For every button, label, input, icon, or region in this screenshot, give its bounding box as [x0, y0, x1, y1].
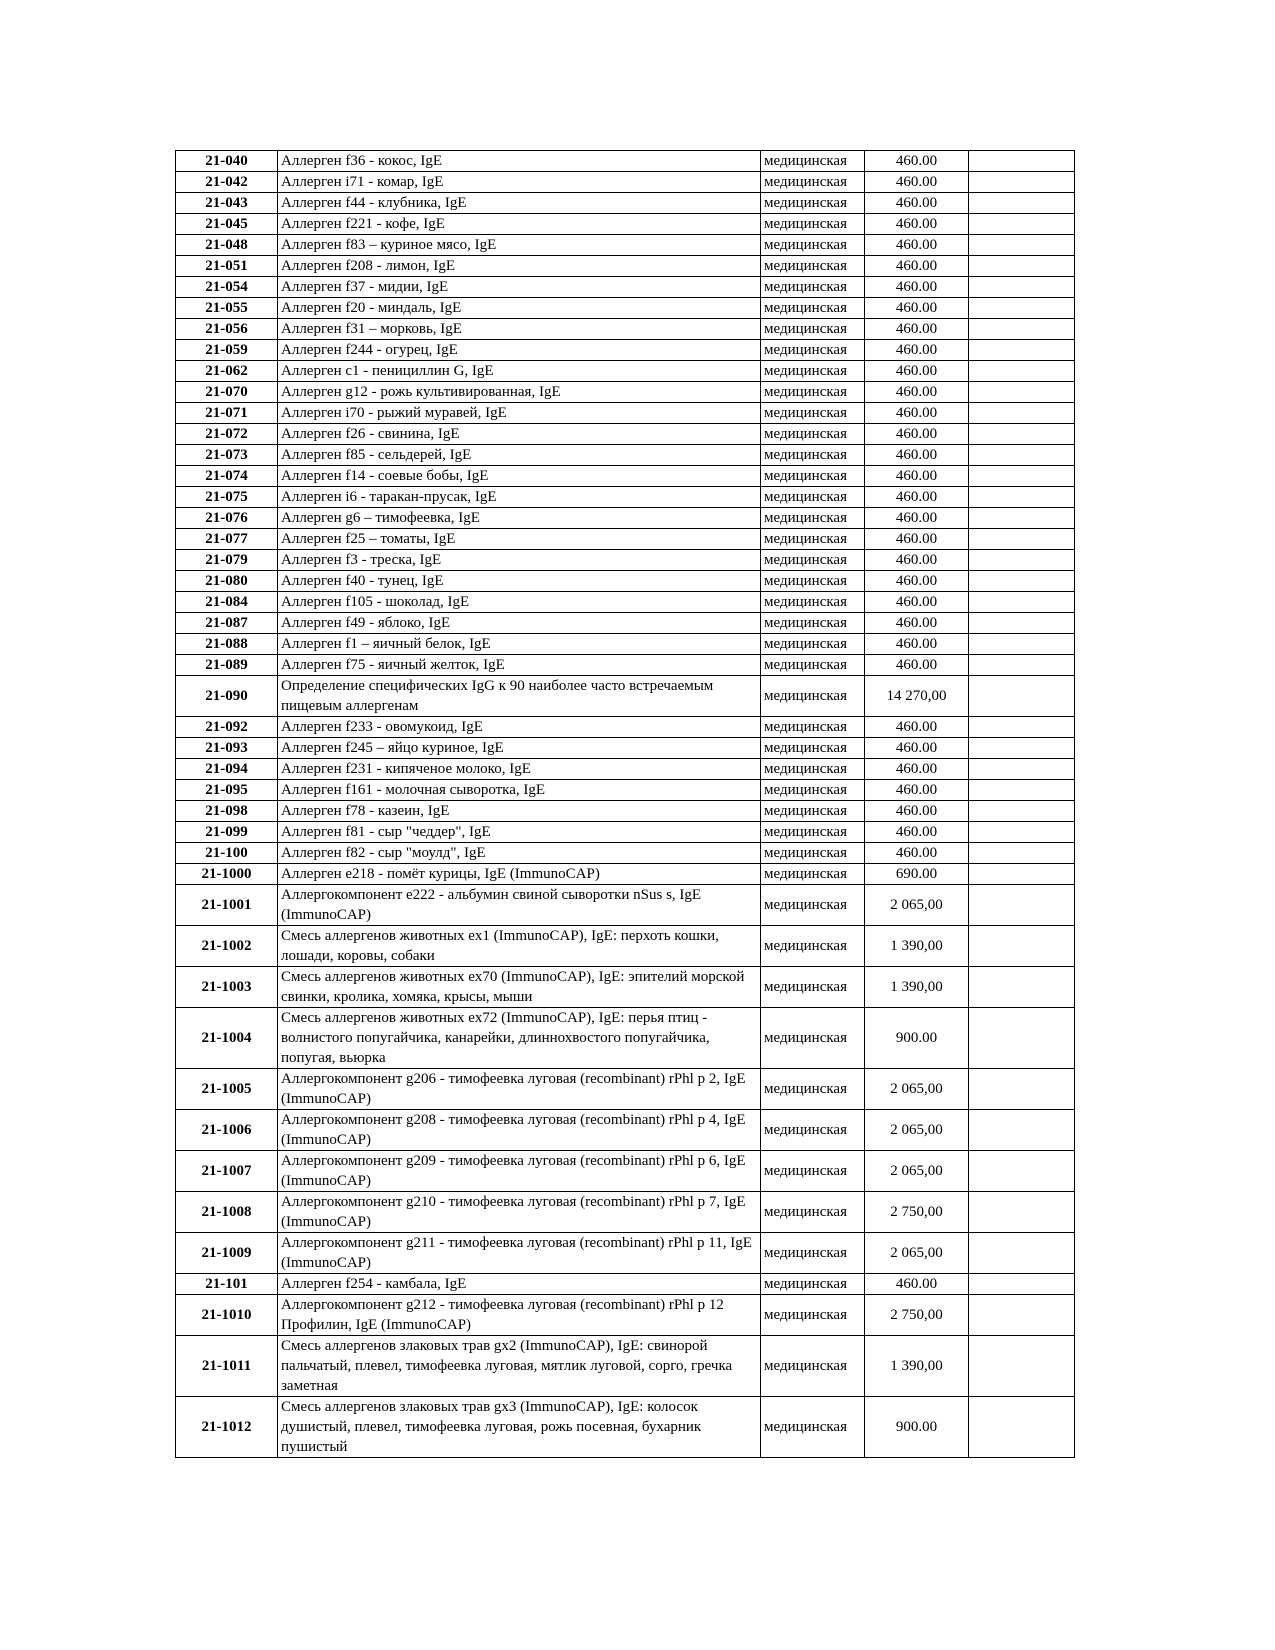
cell-empty	[969, 967, 1075, 1008]
cell-code: 21-1001	[176, 885, 278, 926]
cell-empty	[969, 529, 1075, 550]
cell-type: медицинская	[761, 864, 865, 885]
cell-price: 460.00	[865, 445, 969, 466]
cell-name: Аллерген i70 - рыжий муравей, IgE	[278, 403, 761, 424]
cell-code: 21-054	[176, 277, 278, 298]
cell-price: 460.00	[865, 592, 969, 613]
cell-price: 460.00	[865, 487, 969, 508]
cell-code: 21-1007	[176, 1151, 278, 1192]
table-row	[176, 1069, 1075, 1110]
cell-name: Аллерген f233 - овомукоид, IgE	[278, 717, 761, 738]
cell-price: 460.00	[865, 319, 969, 340]
table-row	[176, 1192, 1075, 1233]
cell-type: медицинская	[761, 214, 865, 235]
cell-name: Смесь аллергенов злаковых трав gx3 (ImmunoCAP), IgE: колосок душистый, плевел, тимофеевка луговая, рожь посевная, бухарник пушистый	[278, 1397, 761, 1458]
cell-price: 460.00	[865, 634, 969, 655]
cell-empty	[969, 214, 1075, 235]
cell-name: Аллерген f36 - кокос, IgE	[278, 151, 761, 172]
cell-price: 460.00	[865, 529, 969, 550]
cell-price: 460.00	[865, 843, 969, 864]
table-row	[176, 277, 1075, 298]
cell-empty	[969, 193, 1075, 214]
cell-empty	[969, 487, 1075, 508]
cell-code: 21-1012	[176, 1397, 278, 1458]
cell-name: Аллерген f20 - миндаль, IgE	[278, 298, 761, 319]
cell-empty	[969, 340, 1075, 361]
cell-empty	[969, 759, 1075, 780]
table-row	[176, 298, 1075, 319]
cell-type: медицинская	[761, 655, 865, 676]
cell-code: 21-098	[176, 801, 278, 822]
table-row	[176, 822, 1075, 843]
cell-empty	[969, 717, 1075, 738]
table-row	[176, 382, 1075, 403]
cell-empty	[969, 1008, 1075, 1069]
table-row	[176, 256, 1075, 277]
table-row	[176, 172, 1075, 193]
table-row	[176, 885, 1075, 926]
cell-code: 21-087	[176, 613, 278, 634]
cell-price: 460.00	[865, 655, 969, 676]
cell-type: медицинская	[761, 466, 865, 487]
cell-type: медицинская	[761, 298, 865, 319]
cell-type: медицинская	[761, 340, 865, 361]
cell-empty	[969, 780, 1075, 801]
cell-price: 460.00	[865, 759, 969, 780]
cell-code: 21-084	[176, 592, 278, 613]
cell-code: 21-1005	[176, 1069, 278, 1110]
cell-price: 460.00	[865, 717, 969, 738]
cell-empty	[969, 151, 1075, 172]
cell-code: 21-074	[176, 466, 278, 487]
cell-type: медицинская	[761, 550, 865, 571]
table-row	[176, 1110, 1075, 1151]
cell-name: Аллерген f221 - кофе, IgE	[278, 214, 761, 235]
cell-type: медицинская	[761, 1008, 865, 1069]
table-row	[176, 780, 1075, 801]
table-row	[176, 1274, 1075, 1295]
cell-type: медицинская	[761, 1336, 865, 1397]
cell-type: медицинская	[761, 487, 865, 508]
cell-price: 460.00	[865, 822, 969, 843]
cell-type: медицинская	[761, 529, 865, 550]
cell-empty	[969, 864, 1075, 885]
table-row	[176, 1336, 1075, 1397]
cell-empty	[969, 172, 1075, 193]
cell-empty	[969, 885, 1075, 926]
table-row	[176, 843, 1075, 864]
cell-empty	[969, 592, 1075, 613]
cell-empty	[969, 424, 1075, 445]
table-row	[176, 592, 1075, 613]
cell-code: 21-076	[176, 508, 278, 529]
table-row	[176, 1151, 1075, 1192]
table-row	[176, 529, 1075, 550]
table-row	[176, 151, 1075, 172]
cell-code: 21-095	[176, 780, 278, 801]
cell-code: 21-062	[176, 361, 278, 382]
cell-code: 21-089	[176, 655, 278, 676]
cell-price: 2 065,00	[865, 1151, 969, 1192]
cell-empty	[969, 1397, 1075, 1458]
cell-type: медицинская	[761, 592, 865, 613]
cell-price: 690.00	[865, 864, 969, 885]
table-row	[176, 550, 1075, 571]
table-row	[176, 676, 1075, 717]
cell-price: 1 390,00	[865, 967, 969, 1008]
cell-code: 21-1000	[176, 864, 278, 885]
cell-type: медицинская	[761, 424, 865, 445]
cell-type: медицинская	[761, 780, 865, 801]
table-row	[176, 193, 1075, 214]
cell-type: медицинская	[761, 445, 865, 466]
cell-name: Аллерген c1 - пенициллин G, IgE	[278, 361, 761, 382]
cell-name: Аллерген f14 - соевые бобы, IgE	[278, 466, 761, 487]
cell-type: медицинская	[761, 151, 865, 172]
cell-price: 2 065,00	[865, 1233, 969, 1274]
cell-empty	[969, 466, 1075, 487]
cell-price: 460.00	[865, 214, 969, 235]
cell-type: медицинская	[761, 361, 865, 382]
cell-name: Аллерген f81 - сыр "чеддер", IgE	[278, 822, 761, 843]
table-row	[176, 926, 1075, 967]
cell-empty	[969, 256, 1075, 277]
cell-price: 460.00	[865, 466, 969, 487]
cell-price: 460.00	[865, 340, 969, 361]
cell-type: медицинская	[761, 676, 865, 717]
cell-code: 21-070	[176, 382, 278, 403]
table-row	[176, 738, 1075, 759]
cell-price: 460.00	[865, 738, 969, 759]
cell-code: 21-040	[176, 151, 278, 172]
table-row	[176, 759, 1075, 780]
cell-type: медицинская	[761, 508, 865, 529]
cell-empty	[969, 403, 1075, 424]
cell-name: Аллерген f208 - лимон, IgE	[278, 256, 761, 277]
cell-type: медицинская	[761, 193, 865, 214]
cell-type: медицинская	[761, 613, 865, 634]
cell-name: Аллерген f231 - кипяченое молоко, IgE	[278, 759, 761, 780]
cell-price: 460.00	[865, 172, 969, 193]
cell-empty	[969, 298, 1075, 319]
table-row	[176, 445, 1075, 466]
cell-empty	[969, 1192, 1075, 1233]
cell-price: 2 065,00	[865, 1069, 969, 1110]
price-table-body	[176, 151, 1075, 1458]
cell-name: Аллерген g12 - рожь культивированная, IgE	[278, 382, 761, 403]
cell-empty	[969, 613, 1075, 634]
cell-empty	[969, 382, 1075, 403]
cell-code: 21-090	[176, 676, 278, 717]
cell-price: 460.00	[865, 613, 969, 634]
table-row	[176, 1008, 1075, 1069]
cell-type: медицинская	[761, 1069, 865, 1110]
cell-price: 900.00	[865, 1397, 969, 1458]
table-row	[176, 634, 1075, 655]
cell-name: Смесь аллергенов злаковых трав gx2 (ImmunoCAP), IgE: свинорой пальчатый, плевел, тимофеевка луговая, мятлик луговой, сорго, гречка заметная	[278, 1336, 761, 1397]
cell-name: Аллергокомпонент g208 - тимофеевка луговая (recombinant) rPhl p 4, IgE (ImmunoCAP)	[278, 1110, 761, 1151]
cell-code: 21-1006	[176, 1110, 278, 1151]
cell-price: 460.00	[865, 235, 969, 256]
cell-name: Аллерген f1 – яичный белок, IgE	[278, 634, 761, 655]
cell-name: Аллерген g6 – тимофеевка, IgE	[278, 508, 761, 529]
cell-code: 21-077	[176, 529, 278, 550]
cell-type: медицинская	[761, 1295, 865, 1336]
cell-code: 21-1004	[176, 1008, 278, 1069]
cell-empty	[969, 1274, 1075, 1295]
table-row	[176, 403, 1075, 424]
cell-type: медицинская	[761, 843, 865, 864]
cell-empty	[969, 571, 1075, 592]
cell-type: медицинская	[761, 738, 865, 759]
cell-type: медицинская	[761, 717, 865, 738]
cell-code: 21-059	[176, 340, 278, 361]
cell-empty	[969, 801, 1075, 822]
cell-name: Смесь аллергенов животных ex1 (ImmunoCAP), IgE: перхоть кошки, лошади, коровы, собаки	[278, 926, 761, 967]
cell-empty	[969, 361, 1075, 382]
cell-price: 460.00	[865, 382, 969, 403]
cell-code: 21-080	[176, 571, 278, 592]
cell-empty	[969, 445, 1075, 466]
cell-type: медицинская	[761, 967, 865, 1008]
cell-price: 460.00	[865, 403, 969, 424]
cell-price: 14 270,00	[865, 676, 969, 717]
cell-type: медицинская	[761, 1397, 865, 1458]
cell-type: медицинская	[761, 634, 865, 655]
cell-code: 21-045	[176, 214, 278, 235]
table-row	[176, 466, 1075, 487]
cell-name: Аллергокомпонент g211 - тимофеевка луговая (recombinant) rPhl p 11, IgE (ImmunoCAP)	[278, 1233, 761, 1274]
cell-name: Аллерген i6 - таракан-прусак, IgE	[278, 487, 761, 508]
cell-code: 21-088	[176, 634, 278, 655]
cell-type: медицинская	[761, 822, 865, 843]
cell-name: Смесь аллергенов животных ex72 (ImmunoCAP), IgE: перья птиц - волнистого попугайчика, канарейки, длиннохвостого попугайчика, попугая, вьюрка	[278, 1008, 761, 1069]
table-row	[176, 1397, 1075, 1458]
cell-empty	[969, 676, 1075, 717]
cell-code: 21-055	[176, 298, 278, 319]
table-row	[176, 967, 1075, 1008]
cell-name: Аллерген f40 - тунец, IgE	[278, 571, 761, 592]
cell-empty	[969, 655, 1075, 676]
cell-code: 21-101	[176, 1274, 278, 1295]
cell-type: медицинская	[761, 256, 865, 277]
cell-price: 460.00	[865, 1274, 969, 1295]
table-row	[176, 424, 1075, 445]
cell-price: 460.00	[865, 424, 969, 445]
cell-type: медицинская	[761, 1192, 865, 1233]
cell-price: 2 750,00	[865, 1295, 969, 1336]
cell-empty	[969, 550, 1075, 571]
cell-empty	[969, 508, 1075, 529]
cell-empty	[969, 1336, 1075, 1397]
cell-price: 460.00	[865, 571, 969, 592]
table-row	[176, 655, 1075, 676]
cell-name: Аллергокомпонент g212 - тимофеевка луговая (recombinant) rPhl p 12 Профилин, IgE (ImmunoCAP)	[278, 1295, 761, 1336]
cell-code: 21-099	[176, 822, 278, 843]
cell-code: 21-075	[176, 487, 278, 508]
cell-type: медицинская	[761, 403, 865, 424]
table-row	[176, 340, 1075, 361]
cell-name: Аллерген f3 - треска, IgE	[278, 550, 761, 571]
cell-code: 21-093	[176, 738, 278, 759]
cell-empty	[969, 235, 1075, 256]
cell-empty	[969, 738, 1075, 759]
table-row	[176, 361, 1075, 382]
cell-type: медицинская	[761, 1233, 865, 1274]
cell-price: 1 390,00	[865, 1336, 969, 1397]
table-row	[176, 571, 1075, 592]
table-row	[176, 864, 1075, 885]
cell-name: Аллергокомпонент g210 - тимофеевка луговая (recombinant) rPhl p 7, IgE (ImmunoCAP)	[278, 1192, 761, 1233]
cell-name: Аллерген f245 – яйцо куриное, IgE	[278, 738, 761, 759]
cell-code: 21-079	[176, 550, 278, 571]
cell-code: 21-042	[176, 172, 278, 193]
cell-price: 2 065,00	[865, 1110, 969, 1151]
cell-type: медицинская	[761, 319, 865, 340]
cell-code: 21-043	[176, 193, 278, 214]
cell-name: Аллерген f26 - свинина, IgE	[278, 424, 761, 445]
cell-name: Аллергокомпонент g209 - тимофеевка луговая (recombinant) rPhl p 6, IgE (ImmunoCAP)	[278, 1151, 761, 1192]
cell-empty	[969, 1233, 1075, 1274]
cell-type: медицинская	[761, 172, 865, 193]
cell-name: Аллерген f25 – томаты, IgE	[278, 529, 761, 550]
table-row	[176, 508, 1075, 529]
table-row	[176, 613, 1075, 634]
cell-price: 460.00	[865, 277, 969, 298]
table-row	[176, 801, 1075, 822]
cell-empty	[969, 822, 1075, 843]
cell-empty	[969, 926, 1075, 967]
table-row	[176, 1233, 1075, 1274]
cell-name: Аллерген f254 - камбала, IgE	[278, 1274, 761, 1295]
cell-name: Аллерген f37 - мидии, IgE	[278, 277, 761, 298]
table-row	[176, 319, 1075, 340]
cell-name: Определение специфических IgG к 90 наиболее часто встречаемым пищевым аллергенам	[278, 676, 761, 717]
cell-empty	[969, 277, 1075, 298]
cell-name: Аллерген f83 – куриное мясо, IgE	[278, 235, 761, 256]
cell-code: 21-092	[176, 717, 278, 738]
cell-price: 2 750,00	[865, 1192, 969, 1233]
cell-empty	[969, 634, 1075, 655]
cell-name: Аллерген f78 - казеин, IgE	[278, 801, 761, 822]
cell-price: 460.00	[865, 780, 969, 801]
cell-code: 21-1010	[176, 1295, 278, 1336]
table-row	[176, 717, 1075, 738]
cell-code: 21-1011	[176, 1336, 278, 1397]
cell-type: медицинская	[761, 1151, 865, 1192]
cell-type: медицинская	[761, 1274, 865, 1295]
cell-empty	[969, 843, 1075, 864]
cell-name: Аллерген f244 - огурец, IgE	[278, 340, 761, 361]
cell-name: Аллерген f105 - шоколад, IgE	[278, 592, 761, 613]
table-row	[176, 235, 1075, 256]
cell-type: медицинская	[761, 885, 865, 926]
cell-code: 21-073	[176, 445, 278, 466]
cell-code: 21-048	[176, 235, 278, 256]
cell-code: 21-1009	[176, 1233, 278, 1274]
cell-price: 460.00	[865, 801, 969, 822]
cell-name: Аллерген f49 - яблоко, IgE	[278, 613, 761, 634]
cell-type: медицинская	[761, 926, 865, 967]
cell-code: 21-1003	[176, 967, 278, 1008]
cell-type: медицинская	[761, 235, 865, 256]
cell-price: 460.00	[865, 256, 969, 277]
cell-type: медицинская	[761, 571, 865, 592]
cell-code: 21-072	[176, 424, 278, 445]
cell-name: Аллерген f31 – морковь, IgE	[278, 319, 761, 340]
cell-code: 21-051	[176, 256, 278, 277]
cell-empty	[969, 319, 1075, 340]
cell-code: 21-056	[176, 319, 278, 340]
price-table	[175, 150, 1075, 1458]
cell-type: медицинская	[761, 382, 865, 403]
cell-name: Аллерген i71 - комар, IgE	[278, 172, 761, 193]
table-row	[176, 214, 1075, 235]
cell-type: медицинская	[761, 759, 865, 780]
cell-empty	[969, 1295, 1075, 1336]
cell-code: 21-1008	[176, 1192, 278, 1233]
cell-price: 460.00	[865, 550, 969, 571]
cell-name: Аллерген f44 - клубника, IgE	[278, 193, 761, 214]
cell-type: медицинская	[761, 277, 865, 298]
cell-price: 460.00	[865, 361, 969, 382]
cell-code: 21-094	[176, 759, 278, 780]
table-row	[176, 1295, 1075, 1336]
cell-name: Аллерген f82 - сыр "моулд", IgE	[278, 843, 761, 864]
cell-price: 2 065,00	[865, 885, 969, 926]
cell-price: 900.00	[865, 1008, 969, 1069]
cell-code: 21-1002	[176, 926, 278, 967]
cell-type: медицинская	[761, 1110, 865, 1151]
cell-name: Смесь аллергенов животных ex70 (ImmunoCAP), IgE: эпителий морской свинки, кролика, хомяка, крысы, мыши	[278, 967, 761, 1008]
cell-name: Аллерген e218 - помёт курицы, IgE (ImmunoCAP)	[278, 864, 761, 885]
cell-name: Аллергокомпонент g206 - тимофеевка луговая (recombinant) rPhl p 2, IgE (ImmunoCAP)	[278, 1069, 761, 1110]
cell-empty	[969, 1110, 1075, 1151]
cell-price: 460.00	[865, 151, 969, 172]
cell-price: 460.00	[865, 298, 969, 319]
cell-name: Аллергокомпонент e222 - альбумин свиной сыворотки nSus s, IgE (ImmunoCAP)	[278, 885, 761, 926]
cell-price: 1 390,00	[865, 926, 969, 967]
cell-code: 21-100	[176, 843, 278, 864]
table-row	[176, 487, 1075, 508]
cell-name: Аллерген f75 - яичный желток, IgE	[278, 655, 761, 676]
cell-empty	[969, 1151, 1075, 1192]
cell-price: 460.00	[865, 193, 969, 214]
cell-name: Аллерген f85 - сельдерей, IgE	[278, 445, 761, 466]
cell-code: 21-071	[176, 403, 278, 424]
cell-empty	[969, 1069, 1075, 1110]
cell-type: медицинская	[761, 801, 865, 822]
cell-name: Аллерген f161 - молочная сыворотка, IgE	[278, 780, 761, 801]
cell-price: 460.00	[865, 508, 969, 529]
